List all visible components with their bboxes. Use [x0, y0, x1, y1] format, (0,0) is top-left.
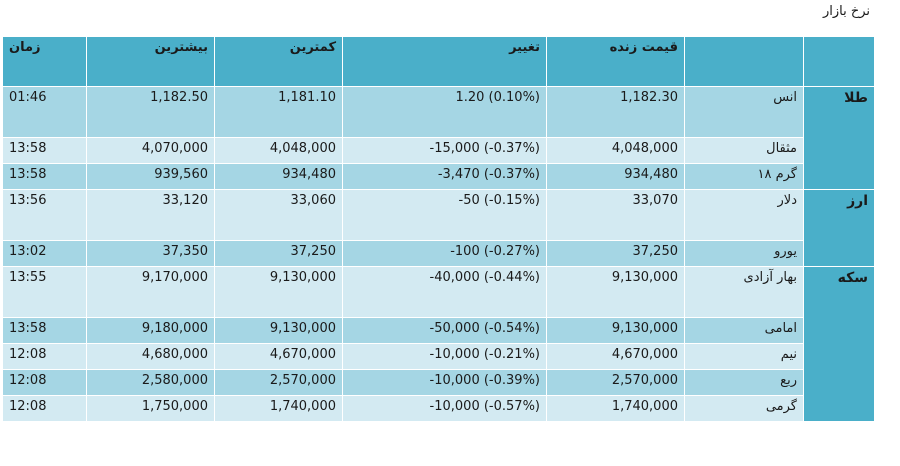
header-name: [685, 37, 804, 87]
table-row: [3, 396, 875, 422]
cell-name: بهار آزادی: [685, 267, 804, 318]
cell-high: 1,750,000: [87, 396, 215, 422]
cell-high: 2,580,000: [87, 370, 215, 396]
cell-high: 33,120: [87, 190, 215, 241]
cell-time: 13:56: [3, 190, 87, 241]
cell-price: 9,130,000: [547, 318, 685, 344]
cell-name: ربع: [685, 370, 804, 396]
cell-price: 1,740,000: [547, 396, 685, 422]
market-rates-table: [2, 36, 875, 422]
cell-low: 1,181.10: [215, 87, 343, 138]
header-low: کمترین: [215, 37, 343, 87]
header-price: قیمت زنده: [547, 37, 685, 87]
table-row: [3, 241, 875, 267]
cell-change: -10,000 (-0.21%): [343, 344, 547, 370]
cell-low: 934,480: [215, 164, 343, 190]
cell-time: 13:55: [3, 267, 87, 318]
cell-low: 2,570,000: [215, 370, 343, 396]
cell-price: 2,570,000: [547, 370, 685, 396]
header-high: بیشترین: [87, 37, 215, 87]
table-row: [3, 87, 875, 138]
cell-high: 9,170,000: [87, 267, 215, 318]
cell-change: -50,000 (-0.54%): [343, 318, 547, 344]
cell-change: -100 (-0.27%): [343, 241, 547, 267]
cell-price: 934,480: [547, 164, 685, 190]
cell-name: دلار: [685, 190, 804, 241]
table-row: [3, 164, 875, 190]
cell-name: نیم: [685, 344, 804, 370]
table-row: [3, 370, 875, 396]
cell-high: 1,182.50: [87, 87, 215, 138]
cell-change: -10,000 (-0.39%): [343, 370, 547, 396]
cell-change: -15,000 (-0.37%): [343, 138, 547, 164]
cell-name: انس: [685, 87, 804, 138]
cell-price: 9,130,000: [547, 267, 685, 318]
cell-time: 12:08: [3, 344, 87, 370]
cell-high: 9,180,000: [87, 318, 215, 344]
table-row: [3, 138, 875, 164]
cell-price: 1,182.30: [547, 87, 685, 138]
category-gold: طلا: [804, 87, 875, 190]
cell-low: 9,130,000: [215, 318, 343, 344]
cell-name: گرمی: [685, 396, 804, 422]
cell-change: -50 (-0.15%): [343, 190, 547, 241]
cell-high: 939,560: [87, 164, 215, 190]
cell-price: 4,048,000: [547, 138, 685, 164]
cell-time: 13:58: [3, 138, 87, 164]
cell-change: -10,000 (-0.57%): [343, 396, 547, 422]
category-currency: ارز: [804, 190, 875, 267]
cell-high: 4,680,000: [87, 344, 215, 370]
cell-low: 9,130,000: [215, 267, 343, 318]
header-category: [804, 37, 875, 87]
table-row: [3, 267, 875, 318]
cell-price: 33,070: [547, 190, 685, 241]
cell-time: 13:58: [3, 318, 87, 344]
cell-low: 1,740,000: [215, 396, 343, 422]
cell-high: 4,070,000: [87, 138, 215, 164]
cell-price: 4,670,000: [547, 344, 685, 370]
table-row: [3, 318, 875, 344]
header-time: زمان: [3, 37, 87, 87]
header-change: تغییر: [343, 37, 547, 87]
cell-price: 37,250: [547, 241, 685, 267]
cell-name: مثقال: [685, 138, 804, 164]
cell-time: 12:08: [3, 370, 87, 396]
cell-time: 13:02: [3, 241, 87, 267]
cell-low: 4,670,000: [215, 344, 343, 370]
cell-low: 37,250: [215, 241, 343, 267]
cell-low: 4,048,000: [215, 138, 343, 164]
cell-change: -40,000 (-0.44%): [343, 267, 547, 318]
table-header-row: [3, 37, 875, 87]
cell-name: گرم ۱۸: [685, 164, 804, 190]
cell-time: 12:08: [3, 396, 87, 422]
cell-low: 33,060: [215, 190, 343, 241]
cell-name: یورو: [685, 241, 804, 267]
category-coin: سکه: [804, 267, 875, 422]
cell-change: 1.20 (0.10%): [343, 87, 547, 138]
table-row: [3, 344, 875, 370]
cell-high: 37,350: [87, 241, 215, 267]
cell-name: امامی: [685, 318, 804, 344]
cell-time: 01:46: [3, 87, 87, 138]
cell-change: -3,470 (-0.37%): [343, 164, 547, 190]
table-row: [3, 190, 875, 241]
cell-time: 13:58: [3, 164, 87, 190]
page-title: نرخ بازار: [822, 4, 870, 19]
